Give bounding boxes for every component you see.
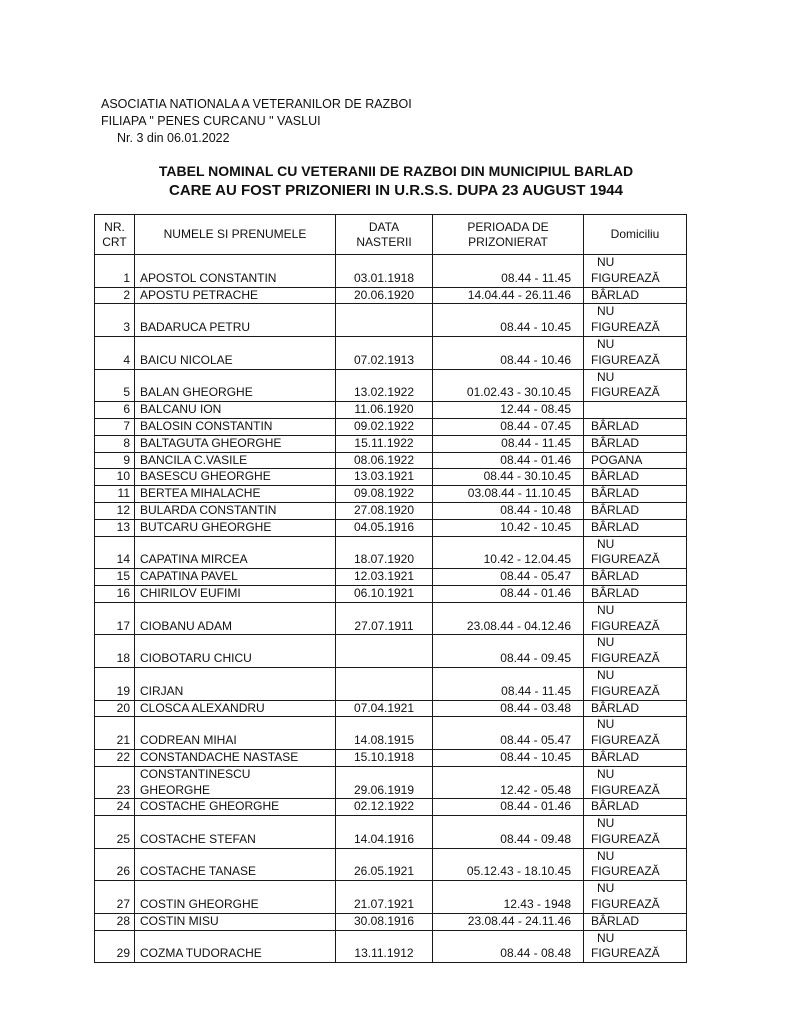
cell-perioada: 08.44 - 10.48 [433,502,584,519]
cell-domiciliu: NU FIGUREAZĂ [584,369,687,402]
cell-nume: BASESCU GHEORGHE [135,469,336,486]
table-row [95,452,687,469]
cell-data-nasterii: 15.10.1918 [336,749,433,766]
table-row [95,469,687,486]
cell-domiciliu [584,402,687,419]
cell-data-nasterii: 09.02.1922 [336,418,433,435]
cell-nume: CHIRILOV EUFIMI [135,585,336,602]
cell-data-nasterii: 13.02.1922 [336,369,433,402]
cell-perioada: 08.44 - 03.48 [433,700,584,717]
cell-perioada: 10.42 - 12.04.45 [433,536,584,569]
cell-perioada: 08.44 - 08.48 [433,930,584,963]
cell-domiciliu: NU FIGUREAZĂ [584,848,687,881]
cell-nr: 15 [95,569,135,586]
cell-nr: 11 [95,486,135,503]
veterans-table [94,214,687,963]
table-row [95,336,687,369]
cell-nume: BADARUCA PETRU [135,304,336,337]
cell-nr: 2 [95,287,135,304]
cell-nr: 5 [95,369,135,402]
cell-nume: COSTACHE STEFAN [135,816,336,849]
cell-nr: 28 [95,913,135,930]
cell-domiciliu: BÂRLAD [584,287,687,304]
cell-perioada: 12.42 - 05.48 [433,766,584,799]
cell-nume: COSTIN MISU [135,913,336,930]
cell-domiciliu: BÂRLAD [584,569,687,586]
cell-nr: 6 [95,402,135,419]
cell-domiciliu: BÂRLAD [584,486,687,503]
table-row [95,602,687,635]
cell-nume: BULARDA CONSTANTIN [135,502,336,519]
cell-data-nasterii: 15.11.1922 [336,435,433,452]
table-row [95,799,687,816]
cell-perioada: 03.08.44 - 11.10.45 [433,486,584,503]
cell-domiciliu: NU FIGUREAZĂ [584,536,687,569]
table-row [95,502,687,519]
cell-nr: 26 [95,848,135,881]
cell-nume: BALOSIN CONSTANTIN [135,418,336,435]
cell-domiciliu: NU FIGUREAZĂ [584,766,687,799]
header-nume: NUMELE SI PRENUMELE [135,215,336,255]
cell-perioada: 05.12.43 - 18.10.45 [433,848,584,881]
cell-perioada: 08.44 - 01.46 [433,452,584,469]
cell-nr: 24 [95,799,135,816]
cell-nr: 27 [95,881,135,914]
table-row [95,585,687,602]
cell-domiciliu: BÂRLAD [584,799,687,816]
table-row [95,700,687,717]
cell-data-nasterii: 02.12.1922 [336,799,433,816]
document-title-line-2: CARE AU FOST PRIZONIERI IN U.R.S.S. DUPA 23 AUGUST 1944 [169,182,623,199]
cell-domiciliu: NU FIGUREAZĂ [584,816,687,849]
cell-data-nasterii: 27.07.1911 [336,602,433,635]
cell-nume: CONSTANDACHE NASTASE [135,749,336,766]
cell-nr: 19 [95,667,135,700]
cell-nr: 13 [95,519,135,536]
table-row [95,402,687,419]
document-title-line-1: TABEL NOMINAL CU VETERANII DE RAZBOI DIN MUNICIPIUL BARLAD [158,163,634,179]
cell-domiciliu: NU FIGUREAZĂ [584,602,687,635]
cell-data-nasterii: 21.07.1921 [336,881,433,914]
cell-domiciliu: NU FIGUREAZĂ [584,635,687,668]
table-row [95,930,687,963]
cell-perioada: 08.44 - 11.45 [433,435,584,452]
cell-data-nasterii: 04.05.1916 [336,519,433,536]
document-header [101,96,412,147]
cell-perioada: 08.44 - 09.48 [433,816,584,849]
cell-nume: CAPATINA MIRCEA [135,536,336,569]
cell-domiciliu: POGANA [584,452,687,469]
cell-domiciliu: NU FIGUREAZĂ [584,930,687,963]
cell-data-nasterii: 18.07.1920 [336,536,433,569]
table-row [95,287,687,304]
cell-data-nasterii: 12.03.1921 [336,569,433,586]
table-row [95,536,687,569]
cell-nume: BALTAGUTA GHEORGHE [135,435,336,452]
cell-perioada: 12.43 - 1948 [433,881,584,914]
table-row [95,569,687,586]
cell-nr: 16 [95,585,135,602]
cell-nr: 21 [95,717,135,750]
table-row [95,435,687,452]
cell-nume: APOSTOL CONSTANTIN [135,255,336,288]
table-row [95,848,687,881]
cell-nr: 17 [95,602,135,635]
table-row [95,635,687,668]
cell-domiciliu: NU FIGUREAZĂ [584,881,687,914]
cell-nume: CIOBOTARU CHICU [135,635,336,668]
cell-perioada: 08.44 - 10.45 [433,304,584,337]
table-header-row [95,215,687,255]
cell-perioada: 01.02.43 - 30.10.45 [433,369,584,402]
cell-domiciliu: BÂRLAD [584,435,687,452]
cell-perioada: 08.44 - 07.45 [433,418,584,435]
table-row [95,369,687,402]
table-row [95,667,687,700]
cell-perioada: 08.44 - 05.47 [433,569,584,586]
cell-nr: 14 [95,536,135,569]
cell-data-nasterii: 13.03.1921 [336,469,433,486]
table-row [95,418,687,435]
cell-data-nasterii: 08.06.1922 [336,452,433,469]
cell-nr: 7 [95,418,135,435]
cell-nume: CAPATINA PAVEL [135,569,336,586]
cell-nr: 12 [95,502,135,519]
cell-domiciliu: NU FIGUREAZĂ [584,717,687,750]
cell-nume: BANCILA C.VASILE [135,452,336,469]
document-number: Nr. 3 din 06.01.2022 [117,131,230,145]
cell-perioada: 23.08.44 - 04.12.46 [433,602,584,635]
cell-perioada: 08.44 - 10.46 [433,336,584,369]
cell-nr: 3 [95,304,135,337]
cell-nr: 9 [95,452,135,469]
cell-nume: CONSTANTINESCU GHEORGHE [135,766,336,799]
cell-data-nasterii: 07.02.1913 [336,336,433,369]
cell-domiciliu: NU FIGUREAZĂ [584,255,687,288]
cell-nr: 1 [95,255,135,288]
cell-nr: 20 [95,700,135,717]
association-name: ASOCIATIA NATIONALA A VETERANILOR DE RAZBOI [101,97,412,111]
table-row [95,766,687,799]
cell-nume: COSTACHE TANASE [135,848,336,881]
table-row [95,749,687,766]
cell-perioada: 08.44 - 05.47 [433,717,584,750]
cell-data-nasterii: 26.05.1921 [336,848,433,881]
cell-perioada: 08.44 - 11.45 [433,255,584,288]
cell-nume: CODREAN MIHAI [135,717,336,750]
table-row [95,816,687,849]
cell-data-nasterii: 27.08.1920 [336,502,433,519]
cell-nume: BUTCARU GHEORGHE [135,519,336,536]
table-row [95,255,687,288]
cell-perioada: 08.44 - 30.10.45 [433,469,584,486]
header-data-nasterii: DATA NASTERII [336,215,433,255]
cell-domiciliu: BÂRLAD [584,469,687,486]
cell-perioada: 08.44 - 09.45 [433,635,584,668]
header-nr-crt: NR. CRT [95,215,135,255]
table-row [95,519,687,536]
cell-nr: 25 [95,816,135,849]
cell-domiciliu: BÂRLAD [584,519,687,536]
cell-domiciliu: NU FIGUREAZĂ [584,667,687,700]
cell-data-nasterii: 20.06.1920 [336,287,433,304]
cell-nume: BALAN GHEORGHE [135,369,336,402]
cell-nr: 29 [95,930,135,963]
table-row [95,304,687,337]
table-row [95,913,687,930]
header-perioada: PERIOADA DE PRIZONIERAT [433,215,584,255]
cell-data-nasterii: 09.08.1922 [336,486,433,503]
cell-nr: 4 [95,336,135,369]
cell-domiciliu: BÂRLAD [584,585,687,602]
cell-domiciliu: NU FIGUREAZĂ [584,304,687,337]
cell-nume: COSTACHE GHEORGHE [135,799,336,816]
cell-nr: 18 [95,635,135,668]
cell-domiciliu: BÂRLAD [584,502,687,519]
cell-nr: 23 [95,766,135,799]
cell-data-nasterii: 07.04.1921 [336,700,433,717]
cell-nr: 8 [95,435,135,452]
cell-data-nasterii: 14.04.1916 [336,816,433,849]
cell-domiciliu: NU FIGUREAZĂ [584,336,687,369]
cell-perioada: 12.44 - 08.45 [433,402,584,419]
cell-nr: 22 [95,749,135,766]
table-row [95,486,687,503]
cell-data-nasterii: 11.06.1920 [336,402,433,419]
cell-domiciliu: BÂRLAD [584,418,687,435]
cell-perioada: 08.44 - 11.45 [433,667,584,700]
cell-data-nasterii: 13.11.1912 [336,930,433,963]
cell-perioada: 10.42 - 10.45 [433,519,584,536]
cell-nume: APOSTU PETRACHE [135,287,336,304]
table-row [95,881,687,914]
cell-perioada: 14.04.44 - 26.11.46 [433,287,584,304]
cell-domiciliu: BÂRLAD [584,700,687,717]
cell-data-nasterii: 14.08.1915 [336,717,433,750]
table-row [95,717,687,750]
cell-nume: COZMA TUDORACHE [135,930,336,963]
cell-data-nasterii: 30.08.1916 [336,913,433,930]
cell-perioada: 08.44 - 10.45 [433,749,584,766]
cell-data-nasterii [336,304,433,337]
cell-domiciliu: BÂRLAD [584,913,687,930]
cell-nume: BAICU NICOLAE [135,336,336,369]
cell-nume: BALCANU ION [135,402,336,419]
branch-name: FILIAPA " PENES CURCANU " VASLUI [101,114,321,128]
header-domiciliu: Domiciliu [584,215,687,255]
table-body [95,255,687,963]
cell-data-nasterii: 06.10.1921 [336,585,433,602]
cell-data-nasterii [336,667,433,700]
cell-data-nasterii: 29.06.1919 [336,766,433,799]
cell-domiciliu: BÂRLAD [584,749,687,766]
cell-data-nasterii: 03.01.1918 [336,255,433,288]
cell-nume: CIOBANU ADAM [135,602,336,635]
cell-perioada: 08.44 - 01.46 [433,585,584,602]
cell-perioada: 08.44 - 01.46 [433,799,584,816]
cell-nr: 10 [95,469,135,486]
cell-nume: CLOSCA ALEXANDRU [135,700,336,717]
cell-perioada: 23.08.44 - 24.11.46 [433,913,584,930]
cell-nume: COSTIN GHEORGHE [135,881,336,914]
cell-data-nasterii [336,635,433,668]
cell-nume: BERTEA MIHALACHE [135,486,336,503]
cell-nume: CIRJAN [135,667,336,700]
